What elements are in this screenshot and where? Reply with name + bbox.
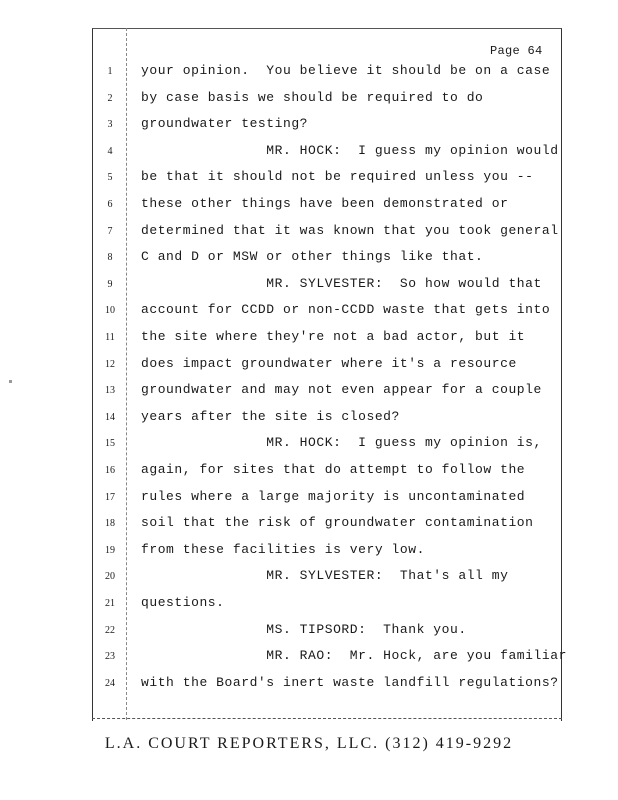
transcript-line [0,356,618,383]
line-text: with the Board's inert waste landfill regulations? [141,674,559,690]
line-text: years after the site is closed? [141,408,400,424]
transcript-line [0,329,618,356]
line-text: your opinion. You believe it should be on a case [141,63,551,78]
page-bottom-rule [92,718,562,719]
line-number: 18 [105,518,115,530]
line-text: MR. HOCK: I guess my opinion would [141,142,559,158]
line-number: 3 [107,119,113,131]
transcript-line [0,249,618,276]
transcript-line [0,462,618,489]
line-number: 10 [105,305,115,317]
line-text: C and D or MSW or other things like that. [141,249,484,265]
line-number: 7 [107,225,113,237]
page-number: Page 64 [490,44,543,58]
line-number: 5 [107,172,113,184]
line-text: again, for sites that do attempt to follow the [141,462,526,477]
line-number: 11 [105,332,115,343]
line-number: 22 [105,624,115,636]
line-text: MR. RAO: Mr. Hock, are you familiar [141,648,567,664]
transcript-line [0,622,618,649]
line-text: does impact groundwater where it's a resource [141,355,517,371]
line-number: 20 [105,571,115,583]
line-number: 16 [105,465,115,476]
line-text: soil that the risk of groundwater contamination [141,515,534,531]
line-number: 23 [105,651,115,663]
line-number: 24 [105,677,115,689]
transcript-line [0,409,618,436]
line-text: MR. SYLVESTER: That's all my [141,568,509,584]
transcript-line [0,382,618,409]
line-number: 14 [105,411,115,423]
transcript-line [0,302,618,329]
line-text: rules where a large majority is uncontaminated [141,488,526,504]
line-text: groundwater testing? [141,116,309,132]
line-text: MR. SYLVESTER: So how would that [141,275,542,291]
line-text: these other things have been demonstrated or [141,196,509,211]
line-number: 21 [105,598,115,609]
transcript-line [0,648,618,675]
line-text: be that it should not be required unless you -- [141,169,534,185]
line-text: the site where they're not a bad actor, but it [141,329,526,344]
line-number: 17 [105,491,115,503]
line-text: account for CCDD or non-CCDD waste that gets into [141,302,551,318]
line-text: MR. HOCK: I guess my opinion is, [141,435,542,451]
line-text: determined that it was known that you took general [141,222,559,238]
line-text: by case basis we should be required to do [141,89,484,105]
line-text: from these facilities is very low. [141,541,425,557]
line-number: 15 [105,438,115,450]
transcript-line [0,116,618,143]
transcript-line [0,63,618,90]
transcript-line [0,169,618,196]
line-number: 6 [107,199,113,210]
line-text: groundwater and may not even appear for a couple [141,382,542,398]
line-number: 4 [107,145,113,157]
transcript-line [0,435,618,462]
line-number: 9 [107,278,113,290]
transcript-line [0,143,618,170]
line-text: questions. [141,595,225,610]
transcript-line [0,515,618,542]
line-number: 12 [105,358,115,370]
transcript-line [0,489,618,516]
court-reporter-footer: L.A. COURT REPORTERS, LLC. (312) 419-9292 [104,735,514,752]
line-number: 2 [107,92,113,104]
line-text: MS. TIPSORD: Thank you. [141,621,467,637]
line-number: 1 [107,66,113,77]
transcript-line [0,90,618,117]
transcript-line [0,223,618,250]
transcript-line [0,595,618,622]
transcript-line [0,675,618,702]
transcript-line [0,542,618,569]
transcript-line [0,276,618,303]
line-number: 8 [107,252,113,264]
transcript-line [0,196,618,223]
transcript-line [0,568,618,595]
line-number: 19 [105,544,115,556]
line-number: 13 [105,385,115,397]
